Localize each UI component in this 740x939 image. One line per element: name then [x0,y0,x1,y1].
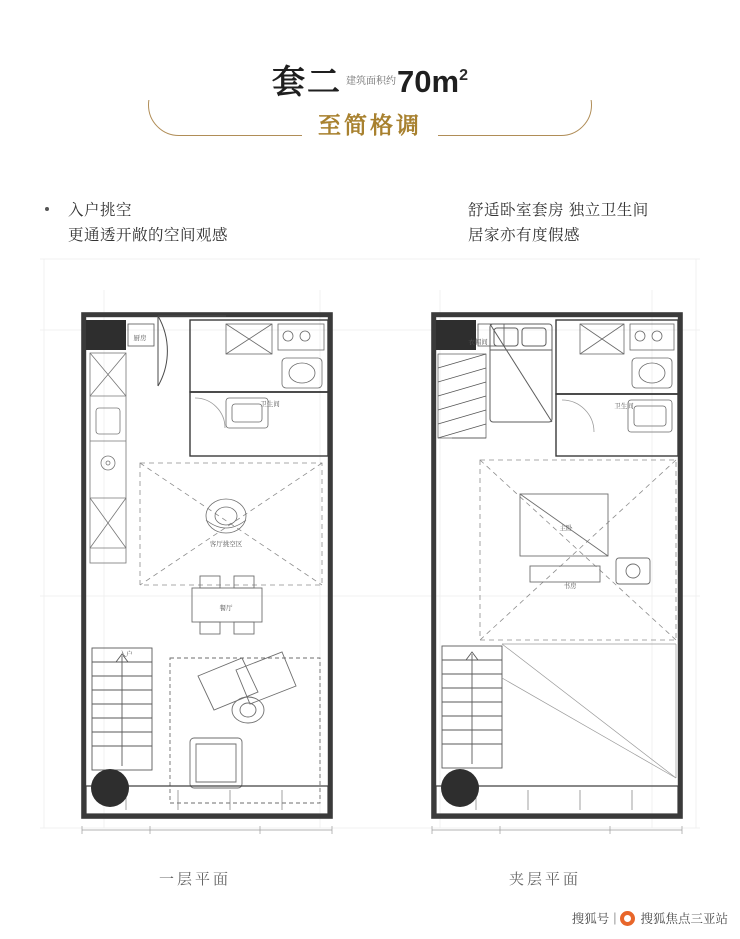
svg-text:主卧: 主卧 [559,525,573,532]
title-area-note: 建筑面积约 [346,76,397,88]
title-area: 70m [397,64,460,100]
watermark [572,909,728,927]
watermark-name: 搜狐焦点三亚站 [640,912,728,926]
plan-2-caption: 夹层平面 [508,871,581,888]
feature-left [68,198,228,248]
feature-left-line1: 入户挑空 [68,202,133,219]
page-subtitle-wrap [0,107,740,140]
sohu-logo-icon [620,911,635,926]
bullet-icon [45,207,49,211]
watermark-account-label: 搜狐号 [571,912,610,926]
feature-right-line1: 舒适卧室套房 独立卫生间 [468,202,649,219]
svg-text:卫生间: 卫生间 [260,401,280,408]
svg-text:书房: 书房 [563,583,577,590]
floor-plan-mezzanine [380,258,710,888]
title-area-superscript: 2 [459,67,468,84]
svg-text:卫生间: 卫生间 [614,403,634,410]
feature-left-line2: 更通透开敞的空间观感 [68,227,229,244]
plan-1-caption: 一层平面 [158,871,231,888]
svg-text:衣帽间: 衣帽间 [468,339,488,346]
svg-text:客厅挑空区: 客厅挑空区 [209,541,243,548]
floor-plan-level-1 [30,258,360,888]
feature-captions [0,198,740,258]
svg-text:入户: 入户 [119,651,133,658]
feature-right-line2: 居家亦有度假感 [468,227,581,244]
feature-right [468,198,649,248]
floor-plans [0,258,740,898]
title-main: 套二 [272,63,343,101]
header [0,0,740,175]
watermark-separator: | [613,911,617,925]
svg-text:餐厅: 餐厅 [219,605,233,612]
svg-text:厨房: 厨房 [133,335,147,342]
page-subtitle: 至简格调 [302,107,438,140]
page-title [0,52,740,100]
